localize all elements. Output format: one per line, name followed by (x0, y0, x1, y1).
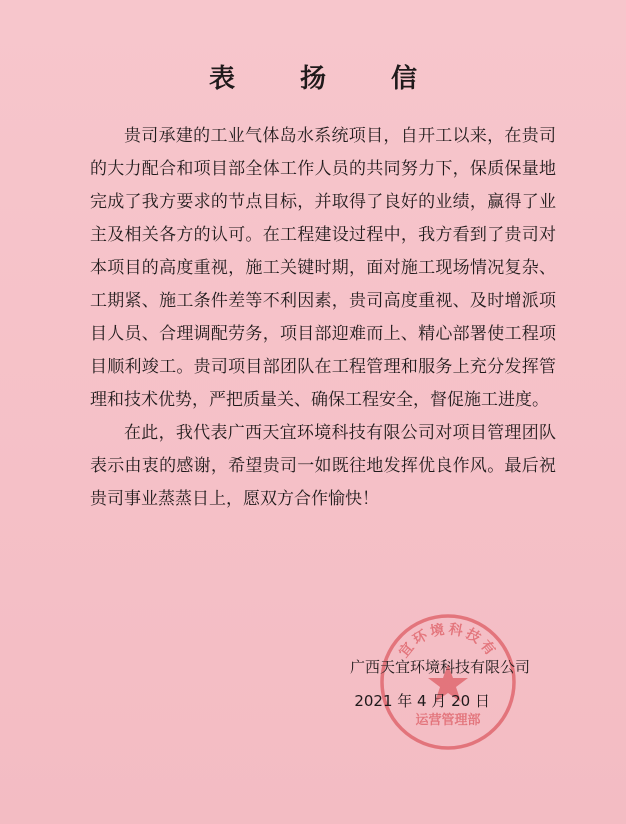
letter-title: 表 扬 信 (208, 64, 446, 94)
signature-date: 2021 年 4 月 20 日 (354, 692, 490, 710)
seal-text-top: 宜环境科技有 (396, 621, 500, 661)
letter-body (90, 120, 556, 516)
body-paragraph-1: 贵司承建的工业气体岛水系统项目，自开工以来，在贵司的大力配合和项目部全体工作人员的共同努力下，保质保量地完成了我方要求的节点目标，并取得了良好的业绩，赢得了业主及相关各方的认可。在工程建设过程中，我方看到了贵司对本项目的高度重视，施工关键时期，面对施工现场情况复杂、工期紧、施工条件差等不利因素，贵司高度重视、及时增派项目人员、合理调配劳务，项目部迎难而上、精心部署使工程项目顺利竣工。贵司项目部团队在工程管理和服务上充分发挥管理和技术优势，严把质量关、确保工程安全，督促施工进度。 (90, 126, 556, 410)
seal-text-bottom: 运营管理部 (415, 713, 481, 728)
signature-block (350, 650, 530, 718)
body-paragraph-2: 在此，我代表广西天宜环境科技有限公司对项目管理团队表示由衷的感谢，希望贵司一如既往地发挥优良作风。最后祝贵司事业蒸蒸日上，愿双方合作愉快！ (90, 423, 556, 509)
signature-company: 广西天宜环境科技有限公司 (349, 658, 530, 676)
